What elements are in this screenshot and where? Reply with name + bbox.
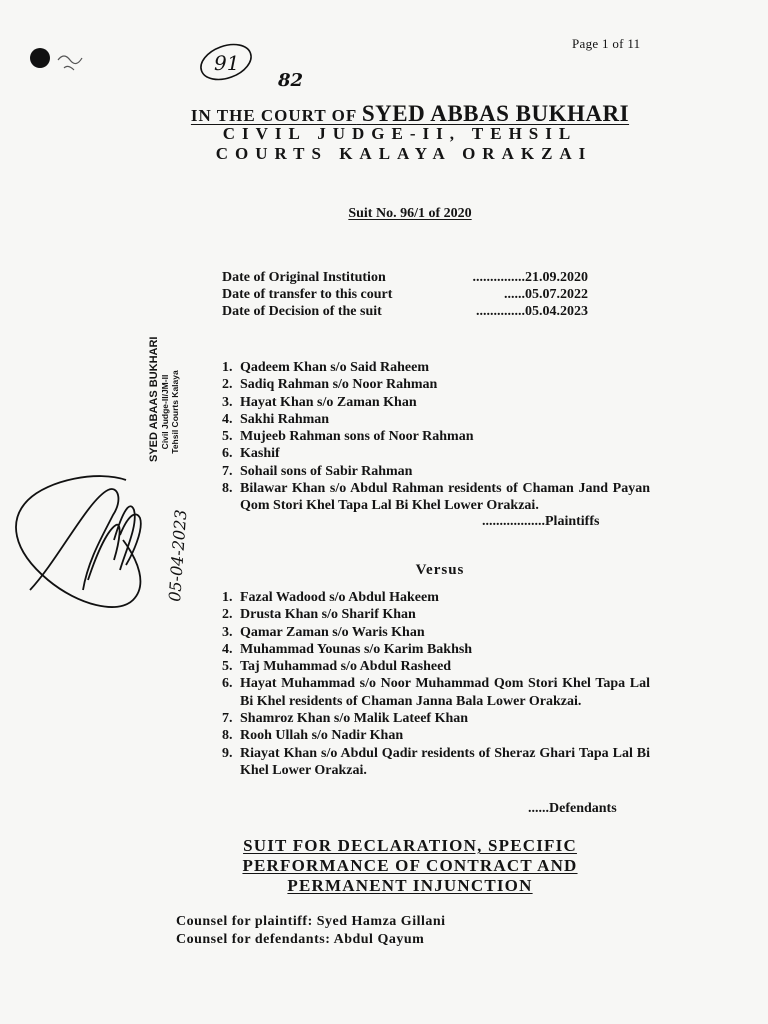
court-line-3: COURTS KALAYA ORAKZAI — [215, 144, 593, 163]
versus-heading: Versus — [415, 562, 465, 578]
list-item: 3. Hayat Khan s/o Zaman Khan — [222, 394, 417, 410]
suit-number: Suit No. 96/1 of 2020 — [348, 206, 472, 221]
signature-date: 05-04-2023 — [165, 508, 191, 603]
counsel-plaintiff: Counsel for plaintiff: Syed Hamza Gillani — [176, 914, 446, 929]
list-item: 1. Fazal Wadood s/o Abdul Hakeem — [222, 590, 439, 605]
judge-signature — [8, 440, 191, 630]
page-number: Page 1 of 11 — [572, 36, 641, 51]
plaintiffs-list — [222, 359, 650, 515]
list-item: 7. Shamroz Khan s/o Malik Lateef Khan — [222, 711, 469, 727]
list-item: 2. Sadiq Rahman s/o Noor Rahman — [222, 377, 438, 393]
handwritten-page-marks — [196, 40, 316, 100]
date-row: Date of Decision of the suit ..............05.04.2023 — [222, 304, 588, 319]
list-item: 7. Sohail sons of Sabir Rahman — [222, 463, 413, 479]
list-item: 4. Sakhi Rahman — [222, 411, 330, 427]
list-item: 4. Muhammad Younas s/o Karim Bakhsh — [222, 641, 473, 657]
plaintiffs-label: ..................Plaintiffs — [482, 514, 600, 529]
stamp-line-1: SYED ABAAS BUKHARI — [148, 336, 160, 462]
stamp-line-2: Civil Judge-II/JM-II — [160, 374, 170, 450]
circled-page-number: 91 — [214, 51, 240, 75]
handwritten-page-number: 82 — [278, 70, 304, 91]
list-item: 5. Mujeeb Rahman sons of Noor Rahman — [222, 429, 474, 445]
list-item: 2. Drusta Khan s/o Sharif Khan — [222, 607, 416, 623]
date-row: Date of transfer to this court ......05.07.2022 — [222, 287, 588, 302]
date-row: Date of Original Institution ...............21.09.2020 — [222, 270, 588, 285]
defendants-label: ......Defendants — [528, 801, 617, 816]
ink-blot-mark — [24, 42, 104, 82]
dates-block — [222, 269, 588, 320]
list-item: 6. Hayat Muhammad s/o Noor Muhammad Qom Stori Khel Tapa Lal Bi Khel residents of Chaman Janna Bala Lower Orakzai. — [222, 676, 650, 709]
counsel-defendants: Counsel for defendants: Abdul Qayum — [176, 932, 425, 947]
stamp-line-3: Tehsil Courts Kalaya — [170, 370, 180, 454]
list-item: 8. Bilawar Khan s/o Abdul Rahman residents of Chaman Jand Payan Qom Stori Khel Tapa Lal Bi Khel Lower Orakzai. — [222, 481, 650, 514]
list-item: 3. Qamar Zaman s/o Waris Khan — [222, 624, 425, 640]
court-line-2: CIVIL JUDGE-II, TEHSIL — [222, 124, 578, 143]
list-item: 8. Rooh Ullah s/o Nadir Khan — [222, 728, 404, 744]
defendants-list — [222, 589, 650, 779]
court-prefix: IN THE COURT OF — [190, 106, 357, 125]
judge-name: SYED ABBAS BUKHARI — [361, 101, 630, 126]
list-item: 9. Riayat Khan s/o Abdul Qadir residents of Sheraz Ghari Tapa Lal Bi Khel Lower Orakzai. — [222, 745, 650, 778]
list-item: 1. Qadeem Khan s/o Said Raheem — [222, 360, 430, 375]
suit-title-line-1: SUIT FOR DECLARATION, SPECIFIC — [243, 836, 577, 855]
suit-title-line-3: PERMANENT INJUNCTION — [287, 876, 533, 895]
suit-title-line-2: PERFORMANCE OF CONTRACT AND — [242, 856, 578, 875]
list-item: 6. Kashif — [222, 446, 280, 462]
list-item: 5. Taj Muhammad s/o Abdul Rasheed — [222, 659, 452, 675]
